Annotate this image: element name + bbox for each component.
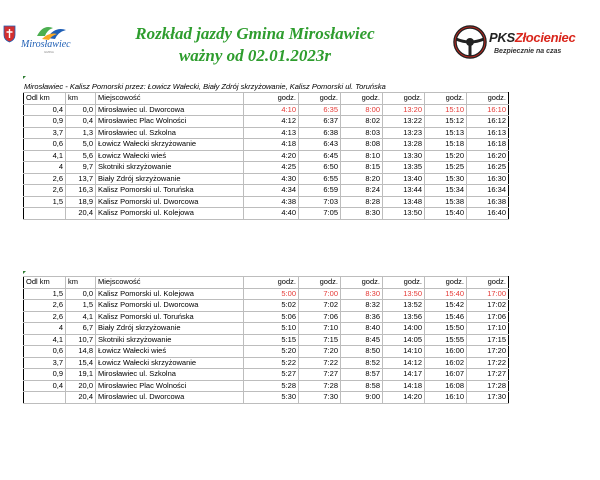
header-time: godz. (244, 93, 299, 105)
page-title (100, 23, 410, 67)
stop-cell: Łowicz Wałecki wieś (96, 346, 244, 358)
table-row (24, 323, 509, 335)
time-cell: 4:34 (244, 185, 299, 197)
time-cell: 13:28 (383, 139, 425, 151)
time-cell: 5:28 (244, 380, 299, 392)
table-row (24, 116, 509, 128)
stop-cell: Łowicz Wałecki skrzyżowanie (96, 357, 244, 369)
time-cell: 15:50 (425, 323, 467, 335)
time-cell: 6:59 (299, 185, 341, 197)
time-cell: 8:58 (341, 380, 383, 392)
stop-cell: Łowicz Wałecki skrzyżowanie (96, 139, 244, 151)
header-time: godz. (299, 277, 341, 289)
time-cell: 16:30 (467, 173, 509, 185)
stop-cell: Kalisz Pomorski ul. Toruńska (96, 311, 244, 323)
stop-cell: Mirosławiec ul. Szkolna (96, 127, 244, 139)
stop-cell: Kalisz Pomorski ul. Toruńska (96, 185, 244, 197)
logo-text: Mirosławiec (21, 39, 71, 50)
km-cell: 4,1 (66, 311, 96, 323)
time-cell: 13:40 (383, 173, 425, 185)
header-stop: Miejscowość (96, 93, 244, 105)
time-cell: 6:45 (299, 150, 341, 162)
time-cell: 4:40 (244, 208, 299, 220)
table-row (24, 104, 509, 116)
km-cell: 5,6 (66, 150, 96, 162)
distance-cell: 3,7 (24, 127, 66, 139)
time-cell: 5:15 (244, 334, 299, 346)
time-cell: 7:15 (299, 334, 341, 346)
time-cell: 14:20 (383, 392, 425, 404)
time-cell: 7:05 (299, 208, 341, 220)
table-row (24, 311, 509, 323)
time-cell: 15:46 (425, 311, 467, 323)
time-cell: 5:06 (244, 311, 299, 323)
distance-cell: 4,1 (24, 150, 66, 162)
time-cell: 17:22 (467, 357, 509, 369)
table-row (24, 357, 509, 369)
time-cell: 7:03 (299, 196, 341, 208)
time-cell: 16:08 (425, 380, 467, 392)
steering-wheel-icon (453, 25, 487, 59)
header-km: km (66, 277, 96, 289)
time-cell: 6:50 (299, 162, 341, 174)
time-cell: 15:55 (425, 334, 467, 346)
time-cell: 4:38 (244, 196, 299, 208)
km-cell: 15,4 (66, 357, 96, 369)
table-row (24, 380, 509, 392)
time-cell: 8:57 (341, 369, 383, 381)
logo-subtext: GMINA (44, 50, 54, 54)
timetable-2 (23, 276, 509, 404)
km-cell: 20,4 (66, 208, 96, 220)
km-cell: 9,7 (66, 162, 96, 174)
km-cell: 20,0 (66, 380, 96, 392)
stop-cell: Mirosławiec Plac Wolności (96, 380, 244, 392)
distance-cell (24, 392, 66, 404)
time-cell: 8:03 (341, 127, 383, 139)
header-row (24, 277, 509, 289)
time-cell: 7:30 (299, 392, 341, 404)
time-cell: 17:06 (467, 311, 509, 323)
km-cell: 0,4 (66, 116, 96, 128)
time-cell: 8:36 (341, 311, 383, 323)
stop-cell: Kalisz Pomorski ul. Dworcowa (96, 196, 244, 208)
timetable-1 (23, 92, 509, 220)
distance-cell: 0,9 (24, 116, 66, 128)
time-cell: 8:28 (341, 196, 383, 208)
stop-cell: Skotniki skrzyżowanie (96, 162, 244, 174)
time-cell: 14:10 (383, 346, 425, 358)
table-row (24, 288, 509, 300)
time-cell: 5:22 (244, 357, 299, 369)
time-cell: 17:10 (467, 323, 509, 335)
time-cell: 4:13 (244, 127, 299, 139)
time-cell: 14:17 (383, 369, 425, 381)
time-cell: 16:40 (467, 208, 509, 220)
stop-cell: Biały Zdrój skrzyżowanie (96, 173, 244, 185)
km-cell: 13,7 (66, 173, 96, 185)
time-cell: 17:15 (467, 334, 509, 346)
time-cell: 13:35 (383, 162, 425, 174)
time-cell: 5:10 (244, 323, 299, 335)
time-cell: 16:02 (425, 357, 467, 369)
time-cell: 15:20 (425, 150, 467, 162)
time-cell: 4:12 (244, 116, 299, 128)
km-cell: 14,8 (66, 346, 96, 358)
time-cell: 16:25 (467, 162, 509, 174)
time-cell: 8:15 (341, 162, 383, 174)
time-cell: 8:40 (341, 323, 383, 335)
time-cell: 6:55 (299, 173, 341, 185)
header-stop: Miejscowość (96, 277, 244, 289)
time-cell: 13:50 (383, 208, 425, 220)
pks-brand (489, 30, 575, 45)
km-cell: 1,3 (66, 127, 96, 139)
time-cell: 13:44 (383, 185, 425, 197)
time-cell: 13:52 (383, 300, 425, 312)
km-cell: 5,0 (66, 139, 96, 151)
time-cell: 5:02 (244, 300, 299, 312)
distance-cell: 4,1 (24, 334, 66, 346)
time-cell: 14:18 (383, 380, 425, 392)
time-cell: 13:56 (383, 311, 425, 323)
time-cell: 13:20 (383, 104, 425, 116)
stop-cell: Kalisz Pomorski ul. Kolejowa (96, 208, 244, 220)
time-cell: 14:12 (383, 357, 425, 369)
header-time: godz. (467, 277, 509, 289)
time-cell: 8:08 (341, 139, 383, 151)
header-time: godz. (425, 277, 467, 289)
km-cell: 19,1 (66, 369, 96, 381)
distance-cell: 0,9 (24, 369, 66, 381)
time-cell: 7:10 (299, 323, 341, 335)
table-row (24, 185, 509, 197)
stop-cell: Skotniki skrzyżowanie (96, 334, 244, 346)
time-cell: 8:10 (341, 150, 383, 162)
time-cell: 13:22 (383, 116, 425, 128)
distance-cell: 2,6 (24, 185, 66, 197)
time-cell: 6:35 (299, 104, 341, 116)
time-cell: 13:23 (383, 127, 425, 139)
stop-cell: Mirosławiec ul. Dworcowa (96, 392, 244, 404)
time-cell: 8:00 (341, 104, 383, 116)
header-time: godz. (244, 277, 299, 289)
time-cell: 16:10 (425, 392, 467, 404)
header-km: km (66, 93, 96, 105)
table-row (24, 369, 509, 381)
distance-cell: 0,4 (24, 380, 66, 392)
coat-of-arms-icon (3, 25, 16, 43)
time-cell: 15:40 (425, 288, 467, 300)
time-cell: 7:22 (299, 357, 341, 369)
distance-cell (24, 208, 66, 220)
distance-cell: 2,6 (24, 300, 66, 312)
time-cell: 7:27 (299, 369, 341, 381)
time-cell: 17:28 (467, 380, 509, 392)
table-row (24, 208, 509, 220)
time-cell: 8:02 (341, 116, 383, 128)
distance-cell: 1,5 (24, 196, 66, 208)
time-cell: 17:00 (467, 288, 509, 300)
time-cell: 16:10 (467, 104, 509, 116)
pks-logo (453, 25, 599, 65)
table-row (24, 334, 509, 346)
table-row (24, 139, 509, 151)
time-cell: 13:30 (383, 150, 425, 162)
distance-cell: 4 (24, 162, 66, 174)
distance-cell: 2,6 (24, 311, 66, 323)
time-cell: 8:50 (341, 346, 383, 358)
corner-mark (23, 271, 26, 274)
time-cell: 8:20 (341, 173, 383, 185)
time-cell: 15:38 (425, 196, 467, 208)
stop-cell: Kalisz Pomorski ul. Kolejowa (96, 288, 244, 300)
time-cell: 5:27 (244, 369, 299, 381)
header-time: godz. (383, 277, 425, 289)
time-cell: 4:30 (244, 173, 299, 185)
time-cell: 4:10 (244, 104, 299, 116)
time-cell: 17:20 (467, 346, 509, 358)
table-row (24, 150, 509, 162)
time-cell: 8:52 (341, 357, 383, 369)
distance-cell: 0,4 (24, 104, 66, 116)
header-time: godz. (341, 277, 383, 289)
time-cell: 14:05 (383, 334, 425, 346)
stop-cell: Mirosławiec ul. Szkolna (96, 369, 244, 381)
header-time: godz. (383, 93, 425, 105)
km-cell: 1,5 (66, 300, 96, 312)
header-row (24, 93, 509, 105)
pks-brand-b: Złocieniec (514, 30, 576, 45)
table-row (24, 392, 509, 404)
table-row (24, 127, 509, 139)
stop-cell: Mirosławiec Plac Wolności (96, 116, 244, 128)
km-cell: 6,7 (66, 323, 96, 335)
time-cell: 16:34 (467, 185, 509, 197)
time-cell: 13:50 (383, 288, 425, 300)
km-cell: 18,9 (66, 196, 96, 208)
time-cell: 7:20 (299, 346, 341, 358)
time-cell: 16:07 (425, 369, 467, 381)
time-cell: 4:25 (244, 162, 299, 174)
table-row (24, 162, 509, 174)
time-cell: 8:32 (341, 300, 383, 312)
time-cell: 5:30 (244, 392, 299, 404)
distance-cell: 0,6 (24, 346, 66, 358)
time-cell: 15:13 (425, 127, 467, 139)
distance-cell: 0,6 (24, 139, 66, 151)
time-cell: 4:20 (244, 150, 299, 162)
distance-cell: 4 (24, 323, 66, 335)
pks-slogan: Bezpiecznie na czas (494, 48, 562, 55)
time-cell: 15:12 (425, 116, 467, 128)
time-cell: 4:18 (244, 139, 299, 151)
pks-brand-a: PKS (489, 30, 515, 45)
time-cell: 8:30 (341, 208, 383, 220)
corner-mark (23, 76, 26, 79)
stop-cell: Kalisz Pomorski ul. Dworcowa (96, 300, 244, 312)
time-cell: 8:45 (341, 334, 383, 346)
header-time: godz. (341, 93, 383, 105)
distance-cell: 3,7 (24, 357, 66, 369)
time-cell: 8:24 (341, 185, 383, 197)
time-cell: 16:00 (425, 346, 467, 358)
km-cell: 16,3 (66, 185, 96, 197)
km-cell: 10,7 (66, 334, 96, 346)
time-cell: 15:10 (425, 104, 467, 116)
time-cell: 15:34 (425, 185, 467, 197)
time-cell: 7:28 (299, 380, 341, 392)
time-cell: 14:00 (383, 323, 425, 335)
time-cell: 15:30 (425, 173, 467, 185)
time-cell: 16:13 (467, 127, 509, 139)
time-cell: 6:38 (299, 127, 341, 139)
stop-cell: Łowicz Wałecki wieś (96, 150, 244, 162)
time-cell: 17:02 (467, 300, 509, 312)
time-cell: 15:40 (425, 208, 467, 220)
time-cell: 16:20 (467, 150, 509, 162)
time-cell: 9:00 (341, 392, 383, 404)
distance-cell: 1,5 (24, 288, 66, 300)
title-line-1: Rozkład jazdy Gmina Mirosławiec (135, 24, 375, 43)
time-cell: 6:37 (299, 116, 341, 128)
time-cell: 7:02 (299, 300, 341, 312)
header-time: godz. (299, 93, 341, 105)
stop-cell: Biały Zdrój skrzyżowanie (96, 323, 244, 335)
time-cell: 16:38 (467, 196, 509, 208)
mirosławiec-logo (3, 22, 98, 54)
distance-cell: 2,6 (24, 173, 66, 185)
time-cell: 16:12 (467, 116, 509, 128)
time-cell: 16:18 (467, 139, 509, 151)
header-odl-km: Odl km (24, 93, 66, 105)
time-cell: 13:48 (383, 196, 425, 208)
route-description: Mirosławiec - Kalisz Pomorski przez: Łowicz Wałecki, Biały Zdrój skrzyżowanie, Kalisz Pomorski ul. Toruńska (24, 82, 386, 91)
header-time: godz. (467, 93, 509, 105)
time-cell: 15:42 (425, 300, 467, 312)
km-cell: 20,4 (66, 392, 96, 404)
time-cell: 6:43 (299, 139, 341, 151)
title-line-2: ważny od 02.01.2023r (178, 46, 332, 65)
header-odl-km: Odl km (24, 277, 66, 289)
time-cell: 17:27 (467, 369, 509, 381)
time-cell: 15:25 (425, 162, 467, 174)
table-row (24, 196, 509, 208)
time-cell: 15:18 (425, 139, 467, 151)
time-cell: 5:20 (244, 346, 299, 358)
time-cell: 5:00 (244, 288, 299, 300)
km-cell: 0,0 (66, 288, 96, 300)
stop-cell: Mirosławiec ul. Dworcowa (96, 104, 244, 116)
table-row (24, 346, 509, 358)
time-cell: 8:30 (341, 288, 383, 300)
header-time: godz. (425, 93, 467, 105)
table-row (24, 300, 509, 312)
time-cell: 7:00 (299, 288, 341, 300)
table-row (24, 173, 509, 185)
time-cell: 7:06 (299, 311, 341, 323)
time-cell: 17:30 (467, 392, 509, 404)
km-cell: 0,0 (66, 104, 96, 116)
